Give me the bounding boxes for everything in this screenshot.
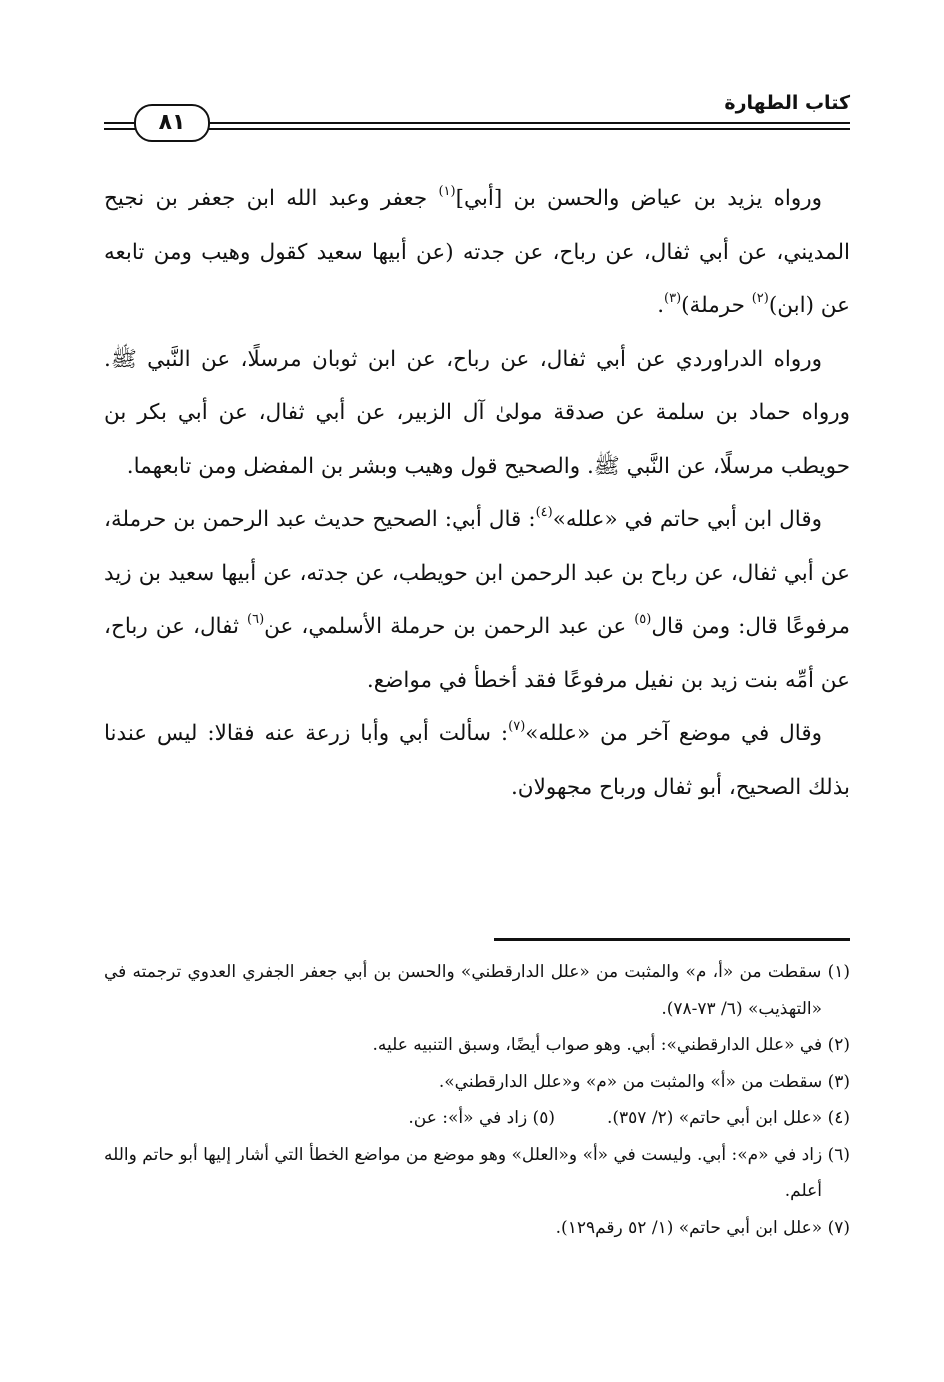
footnote-marker-4: (٤) — [535, 505, 553, 520]
footnote-marker-7: (٧) — [508, 719, 526, 734]
footnote-marker-3: (٣) — [664, 291, 682, 306]
paragraph-4-part-b: : سألت أبي وأبا زرعة عنه فقالا: ليس عندنا بذلك الصحيح، أبو ثفال ورباح مجهولان. — [104, 721, 850, 800]
paragraph-1-part-a: ورواه يزيد بن عياض والحسن بن [أبي] — [455, 186, 822, 211]
header-rule-top — [104, 122, 850, 124]
paragraph-3-part-b: : قال أبي: الصحيح حديث عبد الرحمن بن حرملة، عن أبي ثفال، عن رباح بن عبد الرحمن ابن حويطب، عن جدته، عن أبيها سعيد بن زيد مرفوعًا قال: ومن قال — [104, 507, 850, 639]
paragraph-1-part-b: جعفر وعبد الله ابن جعفر بن نجيح المديني، عن أبي ثفال، عن رباح، عن جدته (عن أبيها سعيد كقول وهيب ومن تابعه عن (ابن) — [104, 186, 850, 318]
paragraph-1-part-d: . — [657, 293, 665, 318]
paragraph-1 — [104, 172, 850, 333]
footnotes — [104, 954, 850, 1246]
main-text — [104, 172, 850, 814]
footnote-marker-2: (٢) — [751, 291, 769, 306]
footnote-1: (١) سقطت من «أ، م» والمثبت من «علل الدارقطني» والحسن بن أبي جعفر الجفري العدوي ترجمته في «التهذيب» (٦/ ٧٣-٧٨). — [104, 962, 850, 1019]
page-header — [104, 86, 850, 142]
footnote-marker-5: (٥) — [634, 612, 652, 627]
paragraph-3-part-d: ثفال، عن رباح، عن أمِّه بنت زيد بن نفيل مرفوعًا فقد أخطأ في مواضع. — [104, 614, 850, 693]
footnote-separator — [494, 938, 850, 941]
running-title: كتاب الطهارة — [724, 92, 850, 114]
footnote-7: (٧) «علل ابن أبي حاتم» (١/ ٥٢ رقم١٢٩). — [555, 1217, 850, 1238]
footnote-5: (٥) زاد في «أ»: عن. — [408, 1108, 555, 1128]
paragraph-1-part-c: حرملة) — [681, 293, 752, 318]
footnote-row-4-5 — [104, 1100, 850, 1137]
paragraph-4 — [104, 707, 850, 814]
footnote-marker-6: (٦) — [247, 612, 265, 627]
footnote-marker-1: (١) — [438, 184, 456, 199]
paragraph-2: ورواه الدراوردي عن أبي ثفال، عن رباح، عن ابن ثوبان مرسلًا، عن النَّبي ﷺ. ورواه حماد بن سلمة عن صدقة مولىٰ آل الزبير، عن أبي ثفال، عن أبي بكر بن حويطب مرسلًا، عن النَّبي ﷺ. والصحيح قول وهيب وبشر بن المفضل ومن تابعهما. — [104, 346, 850, 479]
paragraph-3-part-c: عن عبد الرحمن بن حرملة الأسلمي، عن — [264, 614, 635, 639]
paragraph-3 — [104, 493, 850, 707]
header-rule-bottom — [104, 128, 850, 130]
footnote-2: (٢) في «علل الدارقطني»: أبي. وهو صواب أيضًا، وسبق التنبيه عليه. — [372, 1035, 850, 1055]
paragraph-3-part-a: وقال ابن أبي حاتم في «علله» — [552, 507, 822, 532]
page-number: ٨١ — [134, 104, 210, 142]
footnote-4: (٤) «علل ابن أبي حاتم» (٢/ ٣٥٧). — [606, 1108, 850, 1128]
footnote-3: (٣) سقطت من «أ» والمثبت من «م» و«علل الدارقطني». — [438, 1071, 850, 1092]
footnote-6: (٦) زاد في «م»: أبي. وليست في «أ» و«العلل» وهو موضع من مواضع الخطأ التي أشار إليها أبو حاتم والله أعلم. — [104, 1144, 850, 1201]
paragraph-4-part-a: وقال في موضع آخر من «علله» — [525, 721, 822, 746]
